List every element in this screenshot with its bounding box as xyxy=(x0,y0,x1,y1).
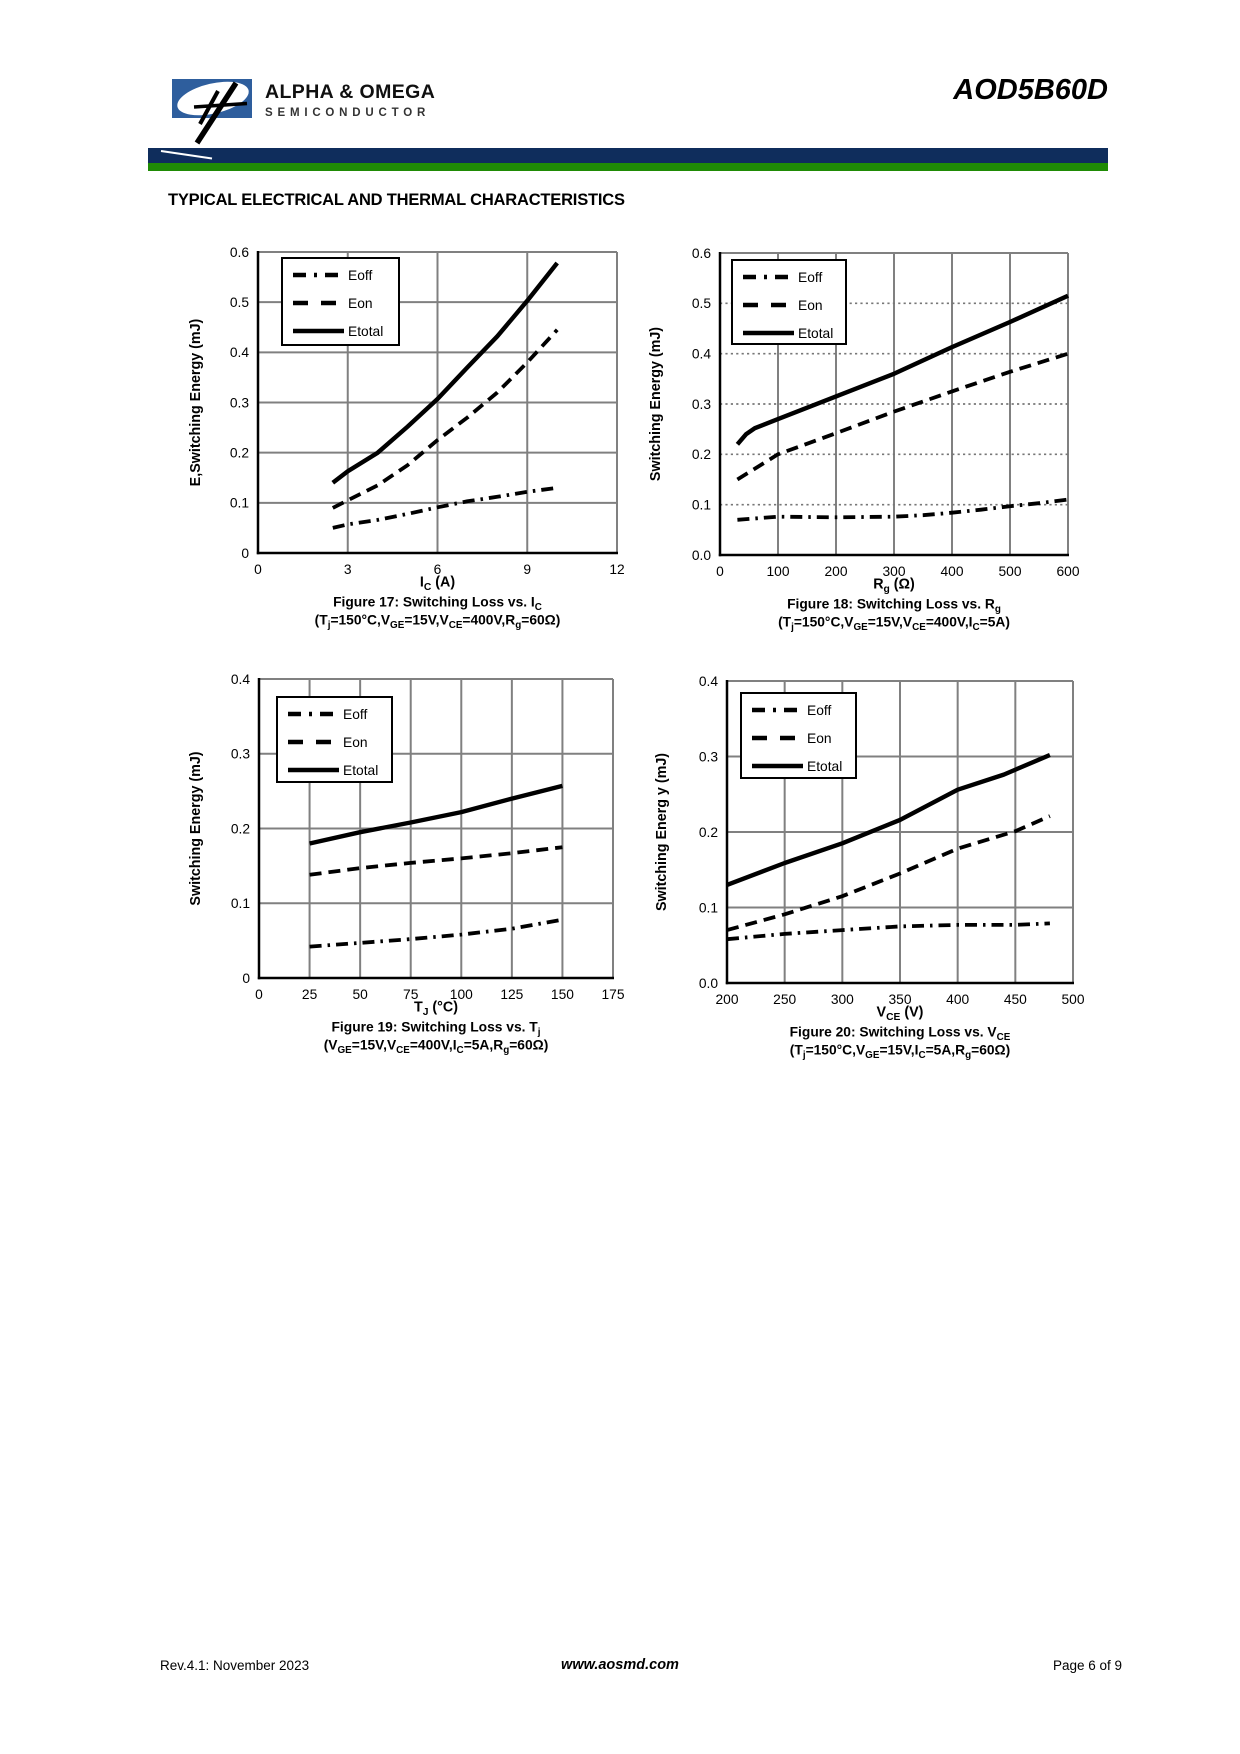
legend-label-Etotal: Etotal xyxy=(348,323,384,339)
x-tick-label: 600 xyxy=(1056,564,1080,579)
series-Eon xyxy=(333,330,557,508)
x-tick-label: 100 xyxy=(766,564,790,579)
series-Etotal xyxy=(310,786,563,844)
y-tick-label: 0 xyxy=(241,545,249,561)
part-number: AOD5B60D xyxy=(953,74,1108,106)
x-tick-label: 50 xyxy=(352,987,368,1002)
header-bar-navy xyxy=(148,148,1108,163)
y-tick-label: 0.0 xyxy=(698,975,718,991)
y-tick-label: 0.5 xyxy=(229,294,249,310)
figure-caption-line2: $(T_j=150^\circ C,V_{GE}=15V,V_{CE}=400V,R_g=60\Omega)$ xyxy=(314,612,561,632)
x-tick-label: 500 xyxy=(998,564,1022,579)
y-tick-label: 0.3 xyxy=(691,396,711,412)
x-tick-label: 300 xyxy=(882,564,906,579)
footer-revision: Rev.4.1: November 2023 xyxy=(160,1658,310,1673)
footer-page-number: Page 6 of 9 xyxy=(1052,1658,1122,1673)
x-tick-label: 200 xyxy=(715,992,739,1007)
header-bar-green xyxy=(148,163,1108,171)
x-axis-title: $R_g$ (Ω) xyxy=(873,576,915,596)
x-tick-label: 300 xyxy=(830,992,854,1007)
section-title: TYPICAL ELECTRICAL AND THERMAL CHARACTERISTICS xyxy=(168,191,625,209)
x-tick-label: 0 xyxy=(255,987,263,1002)
x-tick-label: 12 xyxy=(609,562,625,577)
x-tick-label: 0 xyxy=(716,564,724,579)
legend-label-Eon: Eon xyxy=(343,734,368,750)
figure-caption-line1: Figure 19: Switching Loss vs. $T_j$ xyxy=(331,1019,541,1039)
figure-17-chart xyxy=(160,212,640,642)
x-tick-label: 500 xyxy=(1061,992,1085,1007)
y-tick-label: 0.6 xyxy=(229,244,249,260)
y-tick-label: 0.2 xyxy=(229,445,249,461)
series-Eoff xyxy=(310,920,563,947)
y-tick-label: 0.1 xyxy=(230,896,250,912)
y-tick-label: 0.2 xyxy=(698,824,718,840)
footer-website: www.aosmd.com xyxy=(561,1657,679,1673)
x-tick-label: 150 xyxy=(550,987,574,1002)
x-tick-label: 400 xyxy=(940,564,964,579)
figure-20-chart xyxy=(618,640,1128,1072)
series-Eon xyxy=(727,816,1050,930)
figure-19-chart xyxy=(160,640,640,1070)
x-tick-label: 200 xyxy=(824,564,848,579)
y-tick-label: 0.4 xyxy=(691,346,711,362)
legend-label-Eon: Eon xyxy=(798,297,823,313)
legend-label-Etotal: Etotal xyxy=(798,325,834,341)
y-tick-label: 0.1 xyxy=(229,495,249,511)
y-axis-title: Switching Energy (mJ) xyxy=(648,326,664,482)
brand-line2: SEMICONDUCTOR xyxy=(265,107,431,119)
y-tick-label: 0.4 xyxy=(698,673,718,689)
x-tick-label: 25 xyxy=(301,987,318,1002)
figure-caption-line2: $(V_{GE}=15V,V_{CE}=400V,I_C=5A,R_g=60\Omega)$ xyxy=(323,1037,549,1057)
x-tick-label: 0 xyxy=(254,562,262,577)
y-tick-label: 0.1 xyxy=(698,900,718,916)
legend-label-Eon: Eon xyxy=(348,295,373,311)
x-tick-label: 250 xyxy=(773,992,797,1007)
y-tick-label: 0.3 xyxy=(230,746,250,762)
y-axis-title: Switching Energ y (mJ) xyxy=(654,752,670,912)
figure-caption-line1: Figure 17: Switching Loss vs. $I_C$ xyxy=(333,594,542,614)
x-axis-title: $T_J$ (°C) xyxy=(413,999,459,1019)
x-tick-label: 450 xyxy=(1003,992,1027,1007)
y-tick-label: 0.3 xyxy=(229,395,249,411)
y-tick-label: 0.6 xyxy=(691,245,711,261)
y-tick-label: 0.2 xyxy=(230,821,250,837)
x-tick-label: 125 xyxy=(500,987,524,1002)
x-tick-label: 175 xyxy=(601,987,625,1002)
y-axis-title: E,Switching Energy (mJ) xyxy=(188,318,204,487)
legend-label-Eoff: Eoff xyxy=(348,267,373,283)
x-tick-label: 100 xyxy=(449,987,473,1002)
x-tick-label: 75 xyxy=(403,987,419,1002)
legend-label-Eoff: Eoff xyxy=(807,702,832,718)
y-tick-label: 0 xyxy=(242,970,250,986)
logo-swoosh-icon xyxy=(161,151,212,159)
legend-label-Eoff: Eoff xyxy=(798,269,823,285)
aos-logo xyxy=(160,74,272,166)
legend-label-Eoff: Eoff xyxy=(343,706,368,722)
y-tick-label: 0.1 xyxy=(691,497,711,513)
figure-caption-line1: Figure 18: Switching Loss vs. $R_g$ xyxy=(787,596,1001,616)
series-Eoff xyxy=(737,500,1068,520)
legend-label-Etotal: Etotal xyxy=(343,762,379,778)
y-tick-label: 0.4 xyxy=(230,671,250,687)
brand-line1: ALPHA & OMEGA xyxy=(265,81,436,103)
y-tick-label: 0.5 xyxy=(691,296,711,312)
figure-18-chart xyxy=(618,212,1128,644)
series-Eon xyxy=(310,847,563,875)
y-axis-title: Switching Energy (mJ) xyxy=(188,751,204,906)
x-tick-label: 9 xyxy=(523,562,532,577)
x-axis-title: $I_C$ (A) xyxy=(419,574,456,594)
y-tick-label: 0.0 xyxy=(691,547,711,563)
series-Eoff xyxy=(727,923,1050,939)
x-tick-label: 350 xyxy=(888,992,912,1007)
series-Eoff xyxy=(333,488,557,528)
legend-label-Etotal: Etotal xyxy=(807,758,843,774)
y-tick-label: 0.4 xyxy=(229,345,249,361)
y-tick-label: 0.3 xyxy=(698,749,718,765)
x-tick-label: 400 xyxy=(946,992,970,1007)
figure-caption-line1: Figure 20: Switching Loss vs. $V_{CE}$ xyxy=(789,1024,1011,1044)
x-axis-title: $V_{CE}$ (V) xyxy=(876,1004,924,1024)
figure-caption-line2: $(T_j=150^\circ C,V_{GE}=15V,V_{CE}=400V,I_C=5A)$ xyxy=(778,614,1010,634)
brand-text-block xyxy=(265,81,435,119)
legend-label-Eon: Eon xyxy=(807,730,832,746)
y-tick-label: 0.2 xyxy=(691,447,711,463)
x-tick-label: 6 xyxy=(433,562,442,577)
figure-caption-line2: $(T_j=150^\circ C,V_{GE}=15V,I_C=5A,R_g=60\Omega)$ xyxy=(789,1042,1011,1062)
x-tick-label: 3 xyxy=(343,562,352,577)
